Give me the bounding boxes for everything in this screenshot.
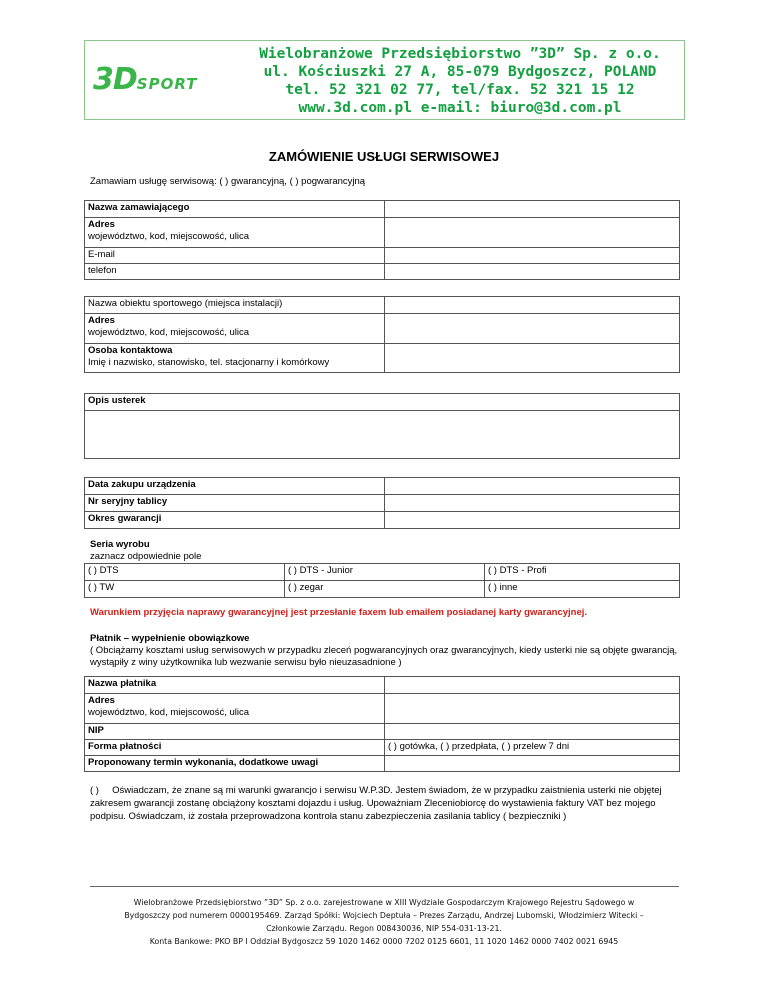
- declaration-checkbox[interactable]: ( ): [90, 785, 99, 796]
- payer-section-intro: [90, 633, 678, 669]
- company-phone: tel. 52 321 02 77, tel/fax. 52 321 15 12: [285, 82, 635, 98]
- payer-address-field[interactable]: [385, 694, 680, 724]
- orderer-phone-label: telefon: [85, 264, 385, 280]
- page-title: ZAMÓWIENIE USŁUGI SERWISOWEJ: [268, 149, 500, 164]
- orderer-email-label: E-mail: [85, 248, 385, 264]
- orderer-name-field[interactable]: [385, 201, 680, 218]
- payer-nip-field[interactable]: [385, 724, 680, 740]
- orderer-phone-field[interactable]: [385, 264, 680, 280]
- orderer-address-field[interactable]: [385, 218, 680, 248]
- facility-table: [84, 296, 680, 373]
- payer-name-field[interactable]: [385, 677, 680, 694]
- warranty-period-label: Okres gwarancji: [85, 512, 385, 529]
- declaration-block: [90, 784, 680, 823]
- payer-section-note: ( Obciążamy kosztami usług serwisowych w przypadku zleceń pogwarancyjnych oraz gwarancyjnych, kiedy usterki nie są objęte gwarancją, wystąpiły z winy użytkownika lub wezwanie serwisu było nieuzasadnione ): [90, 645, 678, 668]
- deadline-remarks-field[interactable]: [385, 756, 680, 772]
- orderer-name-label: Nazwa zamawiającego: [85, 201, 385, 218]
- serial-number-field[interactable]: [385, 495, 680, 512]
- payment-method-options[interactable]: ( ) gotówka, ( ) przedpłata, ( ) przelew 7 dni: [385, 740, 680, 756]
- facility-contact-field[interactable]: [385, 344, 680, 373]
- footer: [60, 896, 708, 948]
- orderer-table: [84, 200, 680, 280]
- company-contact-block: [240, 45, 680, 117]
- serial-number-label: Nr seryjny tablicy: [85, 495, 385, 512]
- orderer-address-label: Adres województwo, kod, miejscowość, ulica: [85, 218, 385, 248]
- facility-name-label: Nazwa obiektu sportowego (miejsca instalacji): [85, 297, 385, 314]
- footer-divider: [90, 886, 679, 887]
- defects-table: [84, 393, 680, 459]
- warranty-period-field[interactable]: [385, 512, 680, 529]
- device-table: [84, 477, 680, 529]
- footer-line: Konta Bankowe: PKO BP I Oddział Bydgoszcz 59 1020 1462 0000 7202 0125 6601, 11 1020 1462 0000 7402 0021 6945: [149, 937, 619, 946]
- defects-label: Opis usterek: [85, 394, 680, 411]
- payer-table: [84, 676, 680, 772]
- facility-contact-label: Osoba kontaktowa Imię i nazwisko, stanowisko, tel. stacjonarny i komórkowy: [85, 344, 385, 373]
- orderer-email-field[interactable]: [385, 248, 680, 264]
- payer-nip-label: NIP: [85, 724, 385, 740]
- service-type-line: Zamawiam usługę serwisową: ( ) gwarancyjną, ( ) pogwarancyjną: [90, 176, 366, 187]
- warranty-warning: Warunkiem przyjęcia naprawy gwarancyjnej jest przesłanie faxem lub emailem posiadanej karty gwarancyjnej.: [90, 607, 588, 618]
- company-address: ul. Kościuszki 27 A, 85-079 Bydgoszcz, POLAND: [263, 64, 657, 80]
- footer-line: Członkowie Zarządu. Regon 008430036, NIP 554-031-13-21.: [266, 924, 502, 933]
- series-option-dts-junior[interactable]: ( ) DTS - Junior: [285, 564, 485, 581]
- series-option-other[interactable]: ( ) inne: [485, 581, 680, 598]
- payer-address-label: Adres województwo, kod, miejscowość, ulica: [85, 694, 385, 724]
- company-logo: 3DSPORT: [93, 62, 198, 97]
- company-web-email: www.3d.com.pl e-mail: biuro@3d.com.pl: [298, 100, 622, 116]
- series-option-clock[interactable]: ( ) zegar: [285, 581, 485, 598]
- purchase-date-field[interactable]: [385, 478, 680, 495]
- deadline-remarks-label: Proponowany termin wykonania, dodatkowe uwagi: [85, 756, 385, 772]
- facility-name-field[interactable]: [385, 297, 680, 314]
- series-option-dts[interactable]: ( ) DTS: [85, 564, 285, 581]
- footer-line: Bydgoszczy pod numerem 0000195469. Zarząd Spółki: Wojciech Deptuła – Prezes Zarządu, Andrzej Lubomski, Włodzimierz Witecki –: [124, 911, 644, 920]
- series-option-dts-profi[interactable]: ( ) DTS - Profi: [485, 564, 680, 581]
- company-name: Wielobranżowe Przedsiębiorstwo ”3D” Sp. z o.o.: [259, 46, 661, 62]
- series-option-tw[interactable]: ( ) TW: [85, 581, 285, 598]
- footer-line: Wielobranżowe Przedsiębiorstwo ”3D” Sp. z o.o. zarejestrowane w XIII Wydziale Gospodarczym Krajowego Rejestru Sądowego w: [133, 898, 635, 907]
- payment-method-label: Forma płatności: [85, 740, 385, 756]
- defects-field[interactable]: [85, 411, 680, 459]
- purchase-date-label: Data zakupu urządzenia: [85, 478, 385, 495]
- declaration-text: Oświadczam, że znane są mi warunki gwarancjo i serwisu W.P.3D. Jestem świadom, że w przypadku zaistnienia usterki nie objętej zakresem gwarancji zostanę obciążony kosztami dojazdu i usług. Upoważniam Zleceniobiorcę do wystawienia faktury VAT bez mojego podpisu. Oświadczam, iż została przeprowadzona kontrola stanu zabezpieczenia zasilania tablicy ( bezpieczniki ): [90, 785, 662, 822]
- series-table: [84, 563, 680, 598]
- payer-section-heading: Płatnik – wypełnienie obowiązkowe: [90, 633, 250, 644]
- facility-address-field[interactable]: [385, 314, 680, 344]
- facility-address-label: Adres województwo, kod, miejscowość, ulica: [85, 314, 385, 344]
- series-heading: Seria wyrobu zaznacz odpowiednie pole: [90, 539, 202, 562]
- payer-name-label: Nazwa płatnika: [85, 677, 385, 694]
